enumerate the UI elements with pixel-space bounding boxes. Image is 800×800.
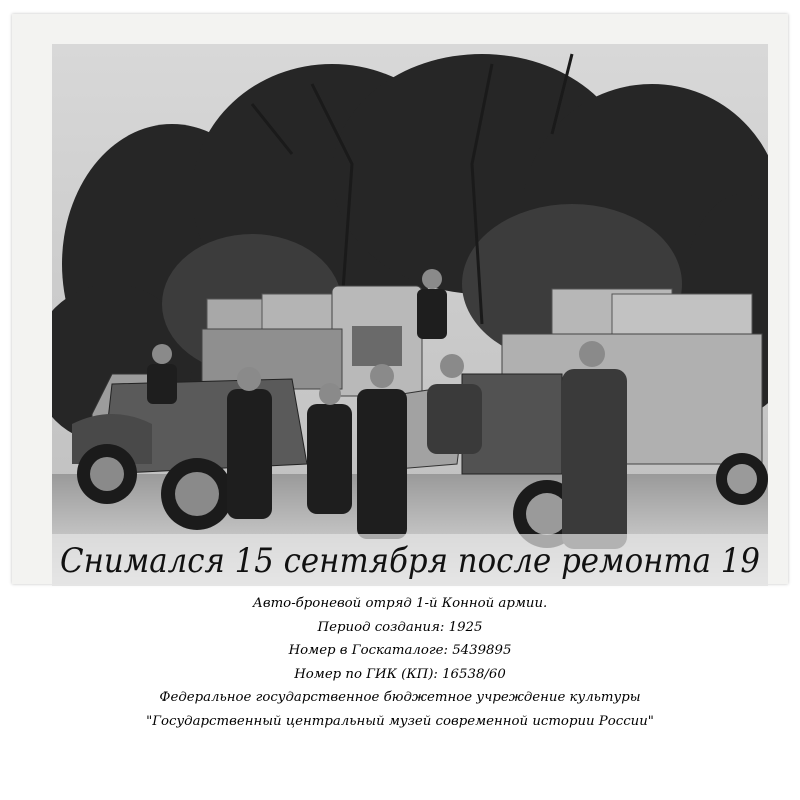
caption-museum: "Государственный центральный музей современной истории России" xyxy=(146,713,654,729)
caption-period: Период создания: 1925 xyxy=(317,619,483,635)
photo-illustration xyxy=(52,44,768,586)
historical-photo xyxy=(52,44,768,586)
caption-gik-number: Номер по ГИК (КП): 16538/60 xyxy=(294,666,506,682)
handwritten-inscription: Снимался 15 сентября после ремонта 19 xyxy=(60,541,760,581)
caption-title: Авто-броневой отряд 1-й Конной армии. xyxy=(252,596,548,611)
caption-goskatalog-number: Номер в Госкаталоге: 5439895 xyxy=(288,643,512,659)
caption-institution: Федеральное государственное бюджетное учреждение культуры xyxy=(159,690,641,706)
caption-block xyxy=(0,592,800,734)
photo-card xyxy=(12,14,788,584)
